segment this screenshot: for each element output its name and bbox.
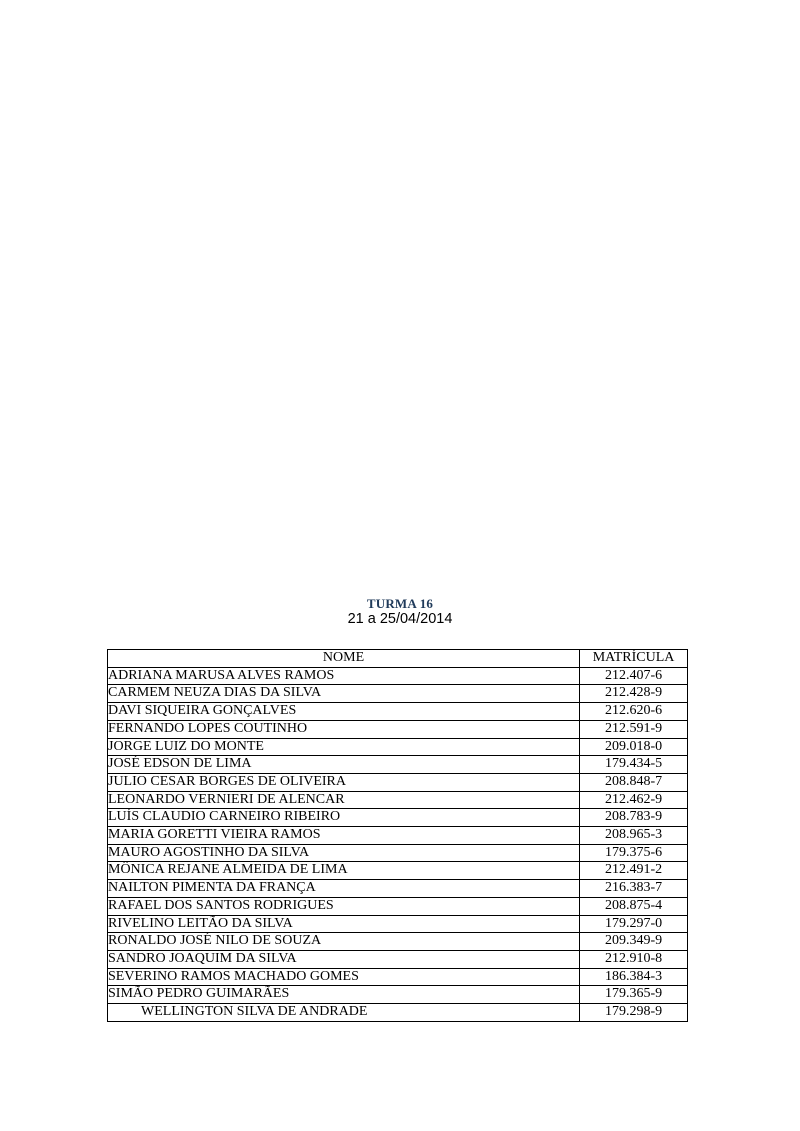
student-matricula: 179.375-6 (580, 844, 688, 862)
student-matricula: 212.910-8 (580, 950, 688, 968)
student-matricula: 212.462-9 (580, 791, 688, 809)
student-name: LEONARDO VERNIERI DE ALENCAR (108, 791, 580, 809)
page-title: TURMA 16 (366, 596, 434, 611)
table-body (108, 667, 688, 1021)
student-name: NAILTON PIMENTA DA FRANÇA (108, 880, 580, 898)
student-matricula: 212.407-6 (580, 667, 688, 685)
student-matricula: 179.298-9 (580, 1004, 688, 1022)
table-row (108, 703, 688, 721)
student-matricula: 208.875-4 (580, 897, 688, 915)
student-matricula: 186.384-3 (580, 968, 688, 986)
table-row (108, 897, 688, 915)
student-name: JULIO CESAR BORGES DE OLIVEIRA (108, 773, 580, 791)
table-row (108, 880, 688, 898)
table-row (108, 773, 688, 791)
student-name: JORGE LUIZ DO MONTE (108, 738, 580, 756)
student-name: JOSÉ EDSON DE LIMA (108, 756, 580, 774)
student-name: ADRIANA MARUSA ALVES RAMOS (108, 667, 580, 685)
student-matricula: 179.365-9 (580, 986, 688, 1004)
student-name: MÔNICA REJANE ALMEIDA DE LIMA (108, 862, 580, 880)
student-matricula: 208.848-7 (580, 773, 688, 791)
table-row (108, 756, 688, 774)
student-name: FERNANDO LOPES COUTINHO (108, 720, 580, 738)
column-header-matricula: MATRÍCULA (580, 650, 688, 668)
table-row (108, 986, 688, 1004)
student-matricula: 179.434-5 (580, 756, 688, 774)
table-row (108, 1004, 688, 1022)
student-matricula: 208.783-9 (580, 809, 688, 827)
student-name: LUÍS CLAUDIO CARNEIRO RIBEIRO (108, 809, 580, 827)
student-matricula: 212.428-9 (580, 685, 688, 703)
table-row (108, 791, 688, 809)
table-header-row (108, 650, 688, 668)
table-row (108, 720, 688, 738)
student-name: MARIA GORETTI VIEIRA RAMOS (108, 827, 580, 845)
column-header-name: NOME (108, 650, 580, 668)
student-name: SIMÃO PEDRO GUIMARÃES (108, 986, 580, 1004)
student-matricula: 212.491-2 (580, 862, 688, 880)
student-name: RONALDO JOSÉ NILO DE SOUZA (108, 933, 580, 951)
table-row (108, 950, 688, 968)
table-row (108, 844, 688, 862)
student-matricula: 212.620-6 (580, 703, 688, 721)
student-name: SEVERINO RAMOS MACHADO GOMES (108, 968, 580, 986)
student-matricula: 216.383-7 (580, 880, 688, 898)
table-row (108, 827, 688, 845)
student-table (107, 649, 688, 1022)
student-matricula: 208.965-3 (580, 827, 688, 845)
student-name: SANDRO JOAQUIM DA SILVA (108, 950, 580, 968)
table-row (108, 809, 688, 827)
date-range: 21 a 25/04/2014 (347, 611, 453, 627)
table-row (108, 667, 688, 685)
student-matricula: 209.349-9 (580, 933, 688, 951)
student-name: WELLINGTON SILVA DE ANDRADE (108, 1004, 580, 1022)
student-matricula: 209.018-0 (580, 738, 688, 756)
student-name: CARMEM NEUZA DIAS DA SILVA (108, 685, 580, 703)
student-name: RAFAEL DOS SANTOS RODRIGUES (108, 897, 580, 915)
student-name: MAURO AGOSTINHO DA SILVA (108, 844, 580, 862)
table-row (108, 968, 688, 986)
student-matricula: 179.297-0 (580, 915, 688, 933)
table-row (108, 933, 688, 951)
table-row (108, 738, 688, 756)
student-name: DAVI SIQUEIRA GONÇALVES (108, 703, 580, 721)
table-row (108, 685, 688, 703)
student-name: RIVELINO LEITÃO DA SILVA (108, 915, 580, 933)
table-row (108, 915, 688, 933)
table-row (108, 862, 688, 880)
student-matricula: 212.591-9 (580, 720, 688, 738)
